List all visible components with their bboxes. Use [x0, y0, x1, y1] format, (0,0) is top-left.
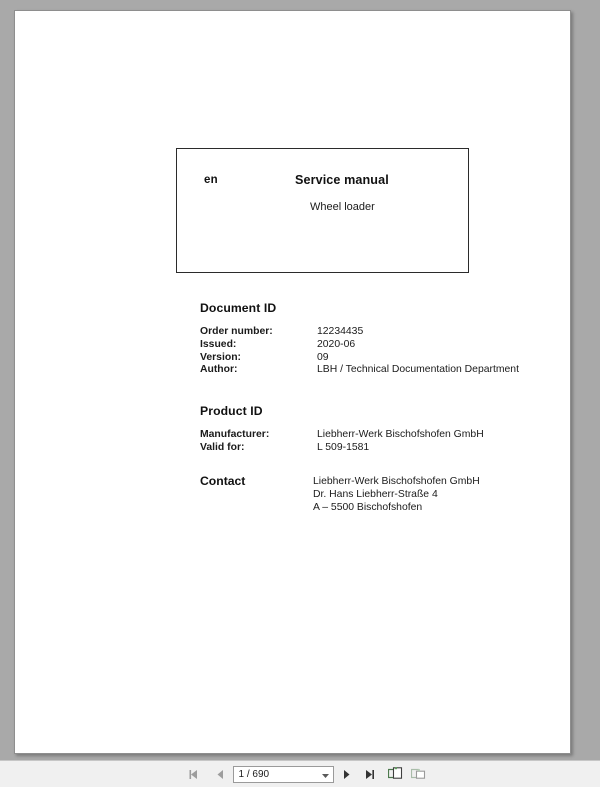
document-type-title: Service manual — [295, 173, 389, 187]
field-value-order-number: 12234435 — [317, 326, 364, 337]
single-page-view-button[interactable] — [386, 765, 405, 784]
previous-page-button[interactable] — [211, 765, 230, 784]
title-box — [176, 148, 469, 273]
field-value-valid-for: L 509-1581 — [317, 441, 370, 453]
first-page-button[interactable] — [185, 765, 204, 784]
page-number-input[interactable] — [233, 766, 334, 783]
table-row — [200, 339, 519, 352]
field-label-valid-for: Valid for: — [200, 441, 245, 453]
field-value-issued: 2020-06 — [317, 338, 356, 350]
last-page-button[interactable] — [360, 765, 379, 784]
chevron-down-icon[interactable] — [322, 765, 329, 783]
section-document-id — [200, 301, 519, 377]
document-page — [14, 10, 571, 754]
field-label-version: Version: — [200, 351, 241, 363]
next-page-button[interactable] — [337, 765, 356, 784]
contact-line-street: Dr. Hans Liebherr-Straße 4 — [313, 488, 438, 500]
machine-type-subtitle: Wheel loader — [310, 201, 375, 213]
field-value-author: LBH / Technical Documentation Department — [317, 364, 519, 376]
product-id-table — [200, 429, 484, 455]
facing-page-view-button[interactable] — [409, 765, 428, 784]
field-value-manufacturer: Liebherr-Werk Bischofshofen GmbH — [317, 429, 484, 440]
section-heading-product-id: Product ID — [200, 404, 263, 418]
section-product-id — [200, 404, 484, 455]
section-heading-contact: Contact — [200, 474, 246, 488]
field-label-author: Author: — [200, 364, 238, 376]
contact-address-block — [313, 476, 480, 514]
table-row — [200, 442, 484, 455]
field-label-issued: Issued: — [200, 338, 237, 350]
document-id-table — [200, 326, 519, 377]
contact-line-company: Liebherr-Werk Bischofshofen GmbH — [313, 476, 480, 487]
table-row — [200, 326, 519, 339]
table-row — [200, 364, 519, 377]
table-row — [200, 352, 519, 365]
language-code: en — [204, 174, 218, 186]
field-label-manufacturer: Manufacturer: — [200, 429, 270, 440]
contact-line-city: A – 5500 Bischofshofen — [313, 501, 423, 513]
field-value-version: 09 — [317, 351, 329, 363]
pdf-navigation-toolbar — [0, 760, 600, 787]
section-heading-document-id: Document ID — [200, 301, 277, 315]
field-label-order-number: Order number: — [200, 326, 273, 337]
section-contact — [200, 476, 480, 514]
page-indicator-text: 1 / 690 — [238, 768, 270, 780]
table-row — [200, 429, 484, 442]
